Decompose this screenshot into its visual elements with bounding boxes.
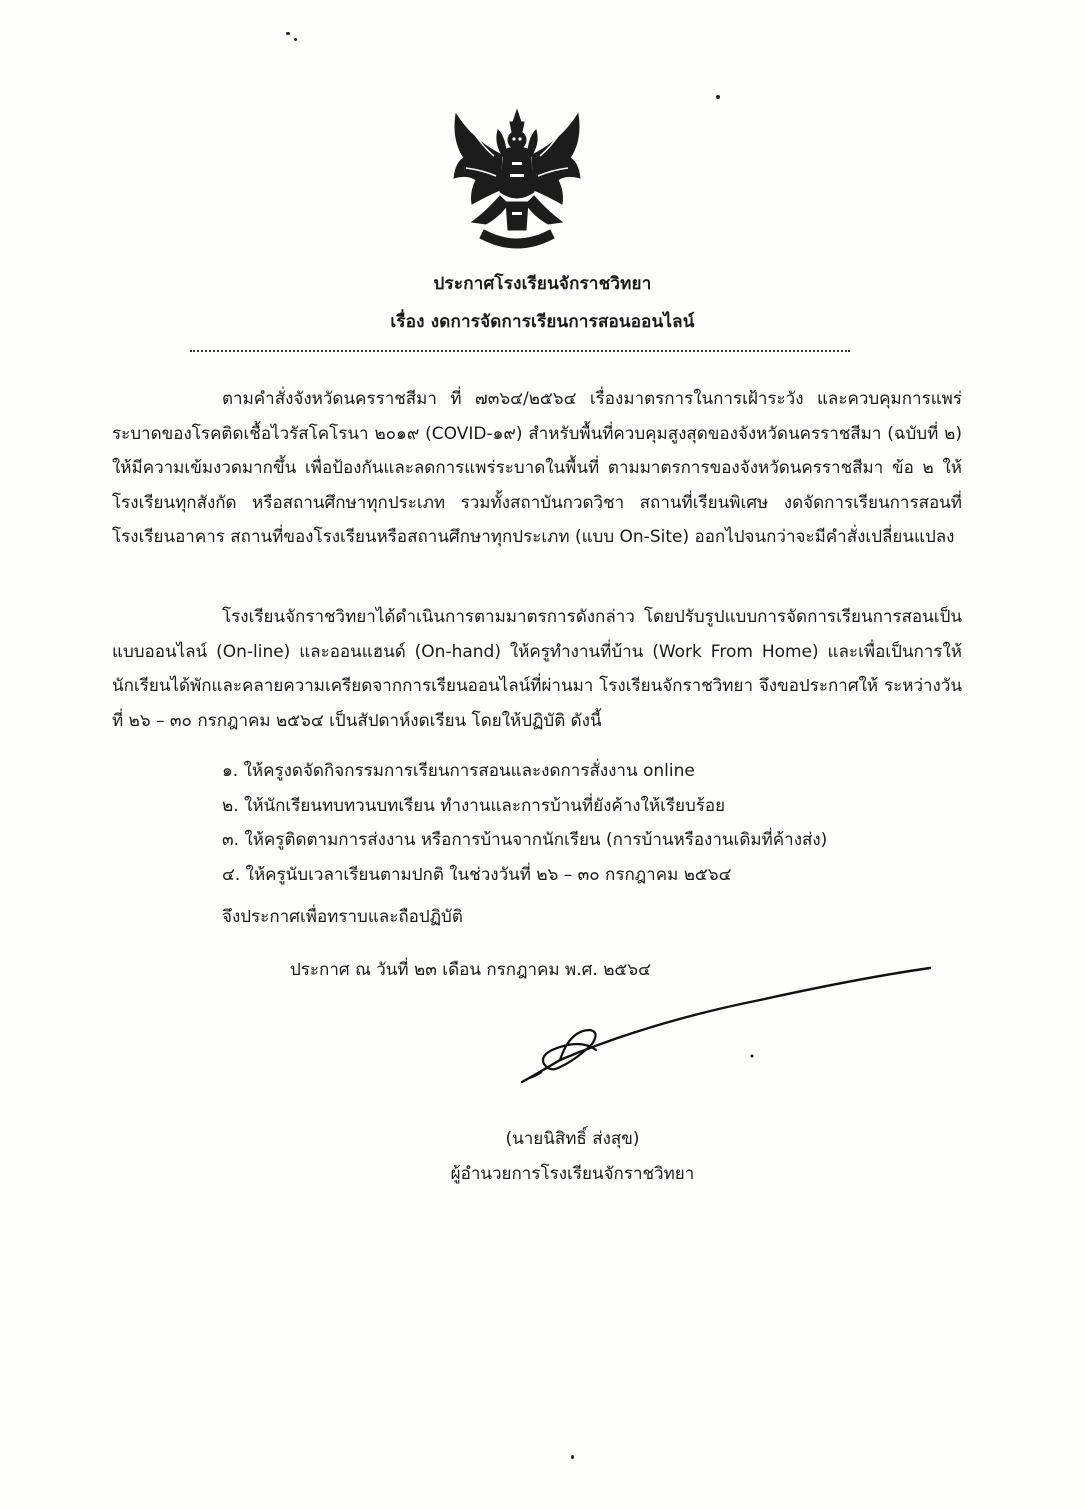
scan-speck — [286, 32, 290, 35]
list-item: ๔. ให้ครูนับเวลาเรียนตามปกติ ในช่วงวันที่ ๒๖ – ๓๐ กรกฎาคม ๒๕๖๔ — [222, 864, 732, 885]
announcement-date: ประกาศ ณ วันที่ ๒๓ เดือน กรกฎาคม พ.ศ. ๒๕๖๔ — [290, 960, 651, 980]
instruction-list — [222, 754, 827, 892]
list-item: ๒. ให้นักเรียนทบทวนบทเรียน ทำงานและการบ้านที่ยังค้างให้เรียบร้อย — [222, 795, 726, 816]
closing-statement: จึงประกาศเพื่อทราบและถือปฏิบัติ — [222, 907, 463, 927]
announcement-subject: เรื่อง งดการจัดการเรียนการสอนออนไลน์ — [390, 312, 695, 332]
dotted-divider — [190, 350, 850, 352]
announcement-title: ประกาศโรงเรียนจักราชวิทยา — [433, 274, 652, 294]
list-item: ๑. ให้ครูงดจัดกิจกรรมการเรียนการสอนและงดการสั่งงาน online — [222, 761, 695, 781]
handwritten-signature — [500, 960, 960, 1100]
signer-title: ผู้อำนวยการโรงเรียนจักราชวิทยา — [450, 1164, 695, 1184]
paragraph-school-action: โรงเรียนจักราชวิทยาได้ดำเนินการตามมาตรการดังกล่าว โดยปรับรูปแบบการจัดการเรียนการสอนเป็นแบบออนไลน์ (On-line) และออนแฮนด์ (On-hand) ให้ครูทำงานที่บ้าน (Work From Home) และเพื่อเป็นการให้นักเรียนได้พักและคลายความเครียดจากการเรียนออนไลน์ที่ผ่านมา โรงเรียนจักราชวิทยา จึงขอประกาศให้ ระหว่างวันที่ ๒๖ – ๓๐ กรกฎาคม ๒๕๖๔ เป็นสัปดาห์งดเรียน โดยให้ปฏิบัติ ดังนี้ — [112, 607, 962, 731]
paragraph-order-reference: ตามคำสั่งจังหวัดนครราชสีมา ที่ ๗๓๖๔/๒๕๖๔ เรื่องมาตรการในการเฝ้าระวัง และควบคุมการแพร่ระบาดของโรคติดเชื้อไวรัสโคโรนา ๒๐๑๙ (COVID-๑๙) สำหรับพื้นที่ควบคุมสูงสุดของจังหวัดนครราชสีมา (ฉบับที่ ๒) ให้มีความเข้มงวดมากขึ้น เพื่อป้องกันและลดการแพร่ระบาดในพื้นที่ ตามมาตรการของจังหวัดนครราชสีมา ข้อ ๒ ให้โรงเรียนทุกสังกัด หรือสถานศึกษาทุกประเภท รวมทั้งสถาบันกวดวิชา สถานที่เรียนพิเศษ งดจัดการเรียนการสอนที่โรงเรียนอาคาร สถานที่ของโรงเรียนหรือสถานศึกษาทุกประเภท (แบบ On-Site) ออกไปจนกว่าจะมีคำสั่งเปลี่ยนแปลง — [112, 389, 962, 547]
scan-speck — [716, 95, 720, 99]
signer-name: (นายนิสิทธิ์ ส่งสุข) — [505, 1129, 640, 1149]
garuda-emblem-icon — [442, 100, 592, 260]
scan-speck — [571, 1455, 574, 1459]
list-item: ๓. ให้ครูติดตามการส่งงาน หรือการบ้านจากนักเรียน (การบ้านหรืองานเดิมที่ค้างส่ง) — [222, 830, 828, 850]
scan-speck — [294, 38, 297, 41]
